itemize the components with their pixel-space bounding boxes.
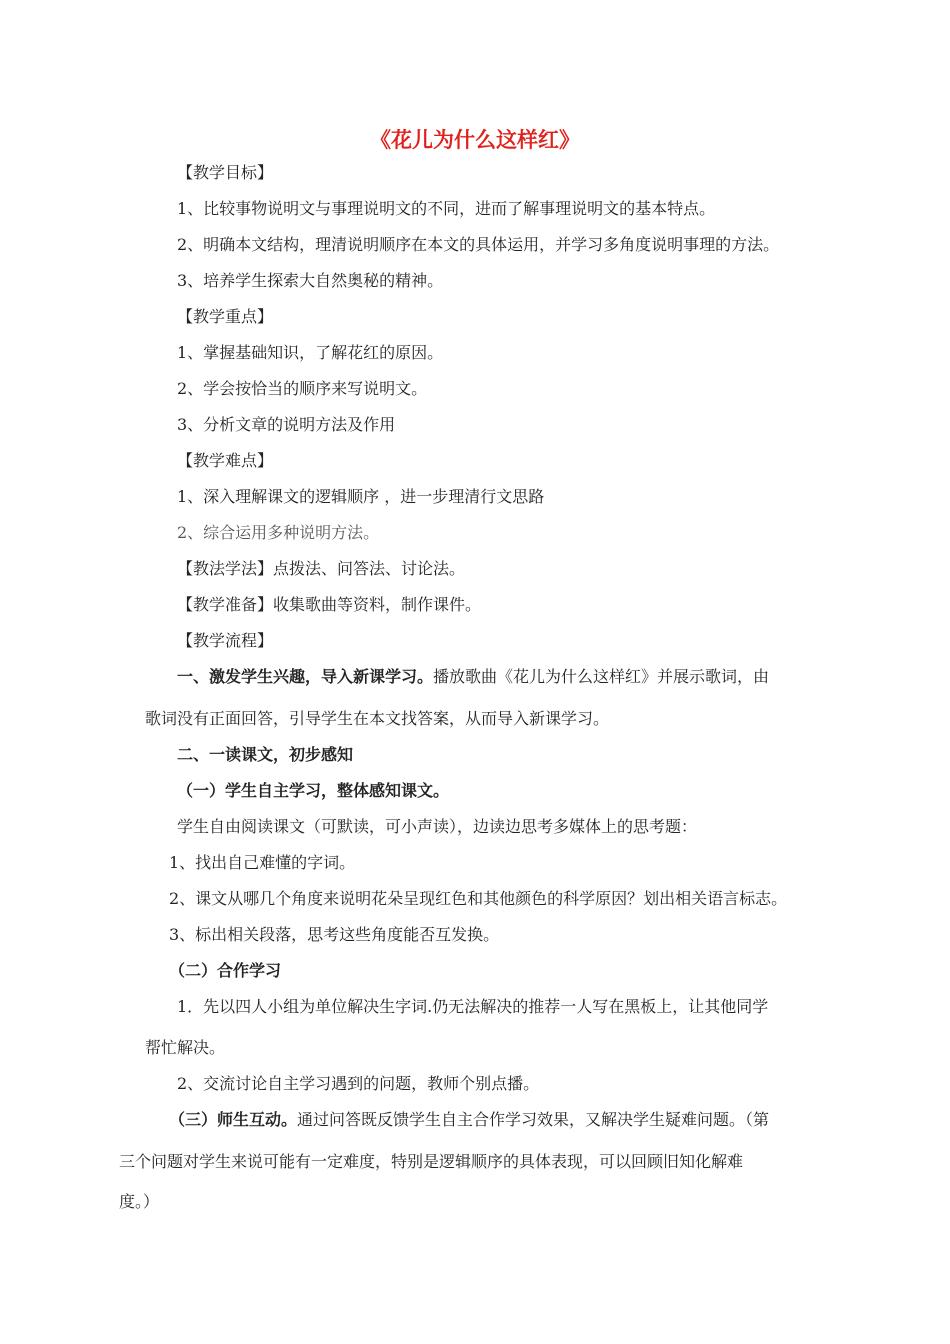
- sub3-text-cont-2: 度。）: [119, 1192, 160, 1211]
- step2-title: 二、一读课文，初步感知: [177, 745, 354, 764]
- sub2-item-1-cont: 帮忙解决。: [145, 1038, 226, 1057]
- prep-text: 收集歌曲等资料，制作课件。: [273, 595, 482, 614]
- goals-heading: 【教学目标】: [177, 163, 274, 182]
- step1-text: 播放歌曲《花儿为什么这样红》并展示歌词，由: [433, 667, 770, 686]
- methods-line: [177, 559, 465, 579]
- key-point-item-2: 2、学会按恰当的顺序来写说明文。: [177, 379, 428, 398]
- sub3-text-cont-1: 三个问题对学生来说可能有一定难度，特别是逻辑顺序的具体表现，可以回顾旧知化解难: [119, 1152, 744, 1171]
- sub2-item-1: 1．先以四人小组为单位解决生字词.仍无法解决的推荐一人写在黑板上，让其他同学: [177, 997, 769, 1016]
- step1-line: [177, 667, 769, 687]
- key-points-heading: 【教学重点】: [177, 307, 274, 326]
- prep-label: 【教学准备】: [177, 595, 274, 614]
- methods-text: 点拨法、问答法、讨论法。: [273, 559, 466, 578]
- sub3-text: 通过问答既反馈学生自主合作学习效果，又解决学生疑难问题。（第: [297, 1110, 770, 1129]
- page-title: 《花儿为什么这样红》: [370, 128, 580, 152]
- sub1-item-2: 2、课文从哪几个角度来说明花朵呈现红色和其他颜色的科学原因？划出相关语言标志。: [169, 889, 788, 908]
- methods-label: 【教法学法】: [177, 559, 274, 578]
- flow-heading: 【教学流程】: [177, 631, 274, 650]
- sub1-title: （一）学生自主学习，整体感知课文。: [177, 781, 450, 800]
- step1-title: 一、激发学生兴趣，导入新课学习。: [177, 667, 434, 686]
- sub2-title: （二）合作学习: [169, 961, 282, 980]
- goal-item-2: 2、明确本文结构，理清说明顺序在本文的具体运用，并学习多角度说明事理的方法。: [177, 235, 780, 254]
- sub1-intro: 学生自由阅读课文（可默读，可小声读），边读边思考多媒体上的思考题：: [177, 817, 698, 836]
- difficulty-item-1: 1、深入理解课文的逻辑顺序 ，进一步理清行文思路: [177, 487, 545, 506]
- goal-item-1: 1、比较事物说明文与事理说明文的不同，进而了解事理说明文的基本特点。: [177, 199, 716, 218]
- sub3-line: [169, 1110, 769, 1130]
- difficulties-heading: 【教学难点】: [177, 451, 274, 470]
- key-point-item-3: 3、分析文章的说明方法及作用: [177, 415, 396, 434]
- prep-line: [177, 595, 481, 615]
- sub3-title: （三）师生互动。: [169, 1110, 298, 1129]
- sub1-item-1: 1、找出自己难懂的字词。: [169, 853, 356, 872]
- sub1-item-3: 3、标出相关段落，思考这些角度能否互发换。: [169, 925, 500, 944]
- step1-text-cont: 歌词没有正面回答，引导学生在本文找答案，从而导入新课学习。: [145, 709, 610, 728]
- goal-item-3: 3、培养学生探索大自然奥秘的精神。: [177, 271, 444, 290]
- sub2-item-2: 2、交流讨论自主学习遇到的问题，教师个别点播。: [177, 1074, 540, 1093]
- difficulty-item-2: 2、综合运用多种说明方法。: [177, 523, 380, 542]
- key-point-item-1: 1、掌握基础知识，了解花红的原因。: [177, 343, 444, 362]
